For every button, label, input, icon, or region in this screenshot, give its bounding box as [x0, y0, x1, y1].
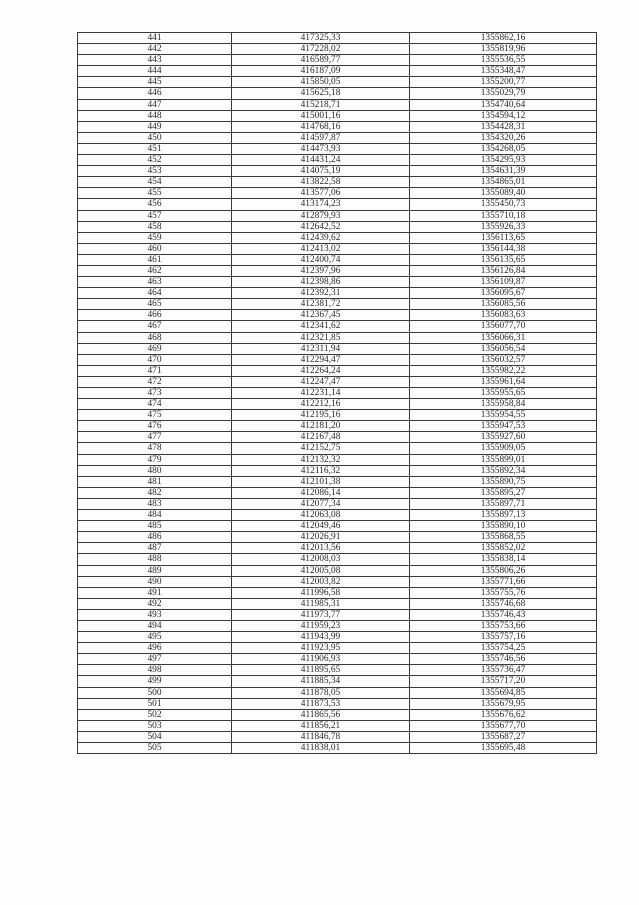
table-row	[78, 543, 597, 554]
table-row	[78, 521, 597, 532]
point-number-cell: 505	[78, 743, 232, 754]
y-coordinate-cell: 1355862,16	[410, 33, 597, 44]
y-coordinate-cell: 1356032,57	[410, 354, 597, 365]
table-row	[78, 598, 597, 609]
table-row	[78, 487, 597, 498]
y-coordinate-cell: 1355694,85	[410, 687, 597, 698]
x-coordinate-cell: 412013,56	[232, 543, 410, 554]
y-coordinate-cell: 1354268,05	[410, 143, 597, 154]
y-coordinate-cell: 1354320,26	[410, 132, 597, 143]
table-row	[78, 498, 597, 509]
point-number-cell: 444	[78, 66, 232, 77]
point-number-cell: 467	[78, 321, 232, 332]
y-coordinate-cell: 1355746,56	[410, 654, 597, 665]
y-coordinate-cell: 1356083,63	[410, 310, 597, 321]
y-coordinate-cell: 1355895,27	[410, 487, 597, 498]
table-row	[78, 44, 597, 55]
y-coordinate-cell: 1355676,62	[410, 709, 597, 720]
table-row	[78, 66, 597, 77]
table-row	[78, 299, 597, 310]
y-coordinate-cell: 1355687,27	[410, 731, 597, 742]
x-coordinate-cell: 412132,32	[232, 454, 410, 465]
y-coordinate-cell: 1355746,43	[410, 609, 597, 620]
table-row	[78, 132, 597, 143]
x-coordinate-cell: 412003,82	[232, 576, 410, 587]
y-coordinate-cell: 1354428,31	[410, 121, 597, 132]
table-row	[78, 576, 597, 587]
x-coordinate-cell: 412367,45	[232, 310, 410, 321]
point-number-cell: 481	[78, 476, 232, 487]
point-number-cell: 475	[78, 410, 232, 421]
point-number-cell: 488	[78, 554, 232, 565]
point-number-cell: 501	[78, 698, 232, 709]
y-coordinate-cell: 1355892,34	[410, 465, 597, 476]
x-coordinate-cell: 413577,06	[232, 188, 410, 199]
y-coordinate-cell: 1356077,70	[410, 321, 597, 332]
table-row	[78, 155, 597, 166]
table-row	[78, 33, 597, 44]
point-number-cell: 468	[78, 332, 232, 343]
y-coordinate-cell: 1356085,56	[410, 299, 597, 310]
point-number-cell: 496	[78, 643, 232, 654]
point-number-cell: 466	[78, 310, 232, 321]
x-coordinate-cell: 412413,02	[232, 243, 410, 254]
point-number-cell: 443	[78, 55, 232, 66]
table-row	[78, 210, 597, 221]
table-row	[78, 587, 597, 598]
point-number-cell: 498	[78, 665, 232, 676]
table-row	[78, 510, 597, 521]
point-number-cell: 499	[78, 676, 232, 687]
y-coordinate-cell: 1356126,84	[410, 265, 597, 276]
point-number-cell: 451	[78, 143, 232, 154]
point-number-cell: 450	[78, 132, 232, 143]
x-coordinate-cell: 411856,21	[232, 720, 410, 731]
point-number-cell: 482	[78, 487, 232, 498]
x-coordinate-cell: 412026,91	[232, 532, 410, 543]
table-row	[78, 110, 597, 121]
y-coordinate-cell: 1355955,65	[410, 388, 597, 399]
y-coordinate-cell: 1355753,66	[410, 620, 597, 631]
table-row	[78, 720, 597, 731]
point-number-cell: 476	[78, 421, 232, 432]
y-coordinate-cell: 1355897,71	[410, 498, 597, 509]
table-row	[78, 288, 597, 299]
table-row	[78, 687, 597, 698]
x-coordinate-cell: 411959,23	[232, 620, 410, 631]
y-coordinate-cell: 1355450,73	[410, 199, 597, 210]
x-coordinate-cell: 412008,03	[232, 554, 410, 565]
x-coordinate-cell: 416589,77	[232, 55, 410, 66]
point-number-cell: 454	[78, 177, 232, 188]
point-number-cell: 458	[78, 221, 232, 232]
y-coordinate-cell: 1355771,66	[410, 576, 597, 587]
point-number-cell: 473	[78, 388, 232, 399]
y-coordinate-cell: 1355677,70	[410, 720, 597, 731]
y-coordinate-cell: 1355838,14	[410, 554, 597, 565]
y-coordinate-cell: 1355890,75	[410, 476, 597, 487]
x-coordinate-cell: 412294,47	[232, 354, 410, 365]
y-coordinate-cell: 1355954,55	[410, 410, 597, 421]
x-coordinate-cell: 412879,93	[232, 210, 410, 221]
table-row	[78, 232, 597, 243]
x-coordinate-cell: 411973,77	[232, 609, 410, 620]
point-number-cell: 485	[78, 521, 232, 532]
point-number-cell: 463	[78, 277, 232, 288]
table-row	[78, 310, 597, 321]
y-coordinate-cell: 1355819,96	[410, 44, 597, 55]
table-row	[78, 254, 597, 265]
y-coordinate-cell: 1355909,05	[410, 443, 597, 454]
y-coordinate-cell: 1355926,33	[410, 221, 597, 232]
point-number-cell: 489	[78, 565, 232, 576]
y-coordinate-cell: 1355806,26	[410, 565, 597, 576]
y-coordinate-cell: 1355890,10	[410, 521, 597, 532]
y-coordinate-cell: 1355982,22	[410, 365, 597, 376]
y-coordinate-cell: 1355899,01	[410, 454, 597, 465]
y-coordinate-cell: 1356113,65	[410, 232, 597, 243]
x-coordinate-cell: 411838,01	[232, 743, 410, 754]
point-number-cell: 452	[78, 155, 232, 166]
x-coordinate-cell: 412077,34	[232, 498, 410, 509]
y-coordinate-cell: 1355961,64	[410, 376, 597, 387]
x-coordinate-cell: 412195,16	[232, 410, 410, 421]
point-number-cell: 495	[78, 632, 232, 643]
x-coordinate-cell: 414473,93	[232, 143, 410, 154]
table-row	[78, 321, 597, 332]
y-coordinate-cell: 1355757,16	[410, 632, 597, 643]
point-number-cell: 491	[78, 587, 232, 598]
table-row	[78, 465, 597, 476]
table-row	[78, 743, 597, 754]
coordinate-table	[77, 32, 597, 754]
x-coordinate-cell: 415850,05	[232, 77, 410, 88]
x-coordinate-cell: 412398,86	[232, 277, 410, 288]
y-coordinate-cell: 1354865,01	[410, 177, 597, 188]
table-row	[78, 177, 597, 188]
point-number-cell: 503	[78, 720, 232, 731]
point-number-cell: 472	[78, 376, 232, 387]
y-coordinate-cell: 1354594,12	[410, 110, 597, 121]
table-row	[78, 709, 597, 720]
y-coordinate-cell: 1355958,84	[410, 399, 597, 410]
point-number-cell: 500	[78, 687, 232, 698]
table-row	[78, 166, 597, 177]
x-coordinate-cell: 411996,58	[232, 587, 410, 598]
x-coordinate-cell: 412381,72	[232, 299, 410, 310]
point-number-cell: 504	[78, 731, 232, 742]
x-coordinate-cell: 412231,14	[232, 388, 410, 399]
table-row	[78, 643, 597, 654]
x-coordinate-cell: 415625,18	[232, 88, 410, 99]
point-number-cell: 493	[78, 609, 232, 620]
point-number-cell: 471	[78, 365, 232, 376]
table-row	[78, 554, 597, 565]
coordinate-table-body	[78, 33, 597, 754]
point-number-cell: 465	[78, 299, 232, 310]
y-coordinate-cell: 1355695,48	[410, 743, 597, 754]
y-coordinate-cell: 1356144,38	[410, 243, 597, 254]
point-number-cell: 478	[78, 443, 232, 454]
point-number-cell: 457	[78, 210, 232, 221]
x-coordinate-cell: 411865,56	[232, 709, 410, 720]
x-coordinate-cell: 412116,32	[232, 465, 410, 476]
x-coordinate-cell: 412063,08	[232, 510, 410, 521]
table-row	[78, 77, 597, 88]
y-coordinate-cell: 1354295,93	[410, 155, 597, 166]
point-number-cell: 470	[78, 354, 232, 365]
table-row	[78, 277, 597, 288]
table-row	[78, 121, 597, 132]
y-coordinate-cell: 1356095,67	[410, 288, 597, 299]
x-coordinate-cell: 417228,02	[232, 44, 410, 55]
x-coordinate-cell: 414431,24	[232, 155, 410, 166]
table-row	[78, 365, 597, 376]
x-coordinate-cell: 412247,47	[232, 376, 410, 387]
x-coordinate-cell: 412167,48	[232, 432, 410, 443]
table-row	[78, 188, 597, 199]
y-coordinate-cell: 1355947,53	[410, 421, 597, 432]
table-row	[78, 731, 597, 742]
point-number-cell: 477	[78, 432, 232, 443]
x-coordinate-cell: 411895,65	[232, 665, 410, 676]
x-coordinate-cell: 412086,14	[232, 487, 410, 498]
y-coordinate-cell: 1356109,87	[410, 277, 597, 288]
point-number-cell: 441	[78, 33, 232, 44]
point-number-cell: 447	[78, 99, 232, 110]
y-coordinate-cell: 1354631,39	[410, 166, 597, 177]
x-coordinate-cell: 414075,19	[232, 166, 410, 177]
point-number-cell: 484	[78, 510, 232, 521]
x-coordinate-cell: 416187,09	[232, 66, 410, 77]
table-row	[78, 609, 597, 620]
x-coordinate-cell: 411985,31	[232, 598, 410, 609]
table-row	[78, 55, 597, 66]
table-row	[78, 620, 597, 631]
x-coordinate-cell: 412005,08	[232, 565, 410, 576]
x-coordinate-cell: 411873,53	[232, 698, 410, 709]
x-coordinate-cell: 411846,78	[232, 731, 410, 742]
x-coordinate-cell: 412152,75	[232, 443, 410, 454]
x-coordinate-cell: 412341,62	[232, 321, 410, 332]
table-row	[78, 676, 597, 687]
point-number-cell: 480	[78, 465, 232, 476]
y-coordinate-cell: 1355029,79	[410, 88, 597, 99]
table-row	[78, 532, 597, 543]
point-number-cell: 449	[78, 121, 232, 132]
table-row	[78, 221, 597, 232]
table-row	[78, 199, 597, 210]
x-coordinate-cell: 414768,16	[232, 121, 410, 132]
point-number-cell: 446	[78, 88, 232, 99]
table-row	[78, 376, 597, 387]
point-number-cell: 490	[78, 576, 232, 587]
point-number-cell: 456	[78, 199, 232, 210]
y-coordinate-cell: 1356135,65	[410, 254, 597, 265]
table-row	[78, 421, 597, 432]
table-row	[78, 354, 597, 365]
y-coordinate-cell: 1355852,02	[410, 543, 597, 554]
x-coordinate-cell: 412212,16	[232, 399, 410, 410]
point-number-cell: 474	[78, 399, 232, 410]
y-coordinate-cell: 1355200,77	[410, 77, 597, 88]
point-number-cell: 442	[78, 44, 232, 55]
table-row	[78, 99, 597, 110]
x-coordinate-cell: 412397,96	[232, 265, 410, 276]
table-row	[78, 243, 597, 254]
y-coordinate-cell: 1355897,13	[410, 510, 597, 521]
y-coordinate-cell: 1355754,25	[410, 643, 597, 654]
y-coordinate-cell: 1354740,64	[410, 99, 597, 110]
point-number-cell: 492	[78, 598, 232, 609]
x-coordinate-cell: 411923,95	[232, 643, 410, 654]
x-coordinate-cell: 417325,33	[232, 33, 410, 44]
y-coordinate-cell: 1355710,18	[410, 210, 597, 221]
x-coordinate-cell: 412264,24	[232, 365, 410, 376]
point-number-cell: 497	[78, 654, 232, 665]
y-coordinate-cell: 1356066,31	[410, 332, 597, 343]
x-coordinate-cell: 415218,71	[232, 99, 410, 110]
point-number-cell: 469	[78, 343, 232, 354]
table-row	[78, 443, 597, 454]
point-number-cell: 487	[78, 543, 232, 554]
x-coordinate-cell: 412101,38	[232, 476, 410, 487]
point-number-cell: 464	[78, 288, 232, 299]
y-coordinate-cell: 1355089,40	[410, 188, 597, 199]
x-coordinate-cell: 411878,05	[232, 687, 410, 698]
x-coordinate-cell: 414597,87	[232, 132, 410, 143]
point-number-cell: 479	[78, 454, 232, 465]
x-coordinate-cell: 412181,20	[232, 421, 410, 432]
table-row	[78, 454, 597, 465]
x-coordinate-cell: 411885,34	[232, 676, 410, 687]
point-number-cell: 462	[78, 265, 232, 276]
point-number-cell: 502	[78, 709, 232, 720]
y-coordinate-cell: 1355755,76	[410, 587, 597, 598]
x-coordinate-cell: 412311,94	[232, 343, 410, 354]
table-row	[78, 476, 597, 487]
y-coordinate-cell: 1355746,68	[410, 598, 597, 609]
table-row	[78, 399, 597, 410]
table-row	[78, 388, 597, 399]
x-coordinate-cell: 411906,93	[232, 654, 410, 665]
point-number-cell: 448	[78, 110, 232, 121]
table-row	[78, 565, 597, 576]
y-coordinate-cell: 1355736,47	[410, 665, 597, 676]
y-coordinate-cell: 1356056,54	[410, 343, 597, 354]
table-row	[78, 143, 597, 154]
table-row	[78, 265, 597, 276]
point-number-cell: 455	[78, 188, 232, 199]
point-number-cell: 459	[78, 232, 232, 243]
y-coordinate-cell: 1355348,47	[410, 66, 597, 77]
x-coordinate-cell: 412321,85	[232, 332, 410, 343]
x-coordinate-cell: 411943,99	[232, 632, 410, 643]
y-coordinate-cell: 1355868,55	[410, 532, 597, 543]
x-coordinate-cell: 413822,58	[232, 177, 410, 188]
x-coordinate-cell: 412400,74	[232, 254, 410, 265]
y-coordinate-cell: 1355927,60	[410, 432, 597, 443]
y-coordinate-cell: 1355536,55	[410, 55, 597, 66]
table-row	[78, 654, 597, 665]
y-coordinate-cell: 1355679,95	[410, 698, 597, 709]
x-coordinate-cell: 412642,52	[232, 221, 410, 232]
y-coordinate-cell: 1355717,20	[410, 676, 597, 687]
x-coordinate-cell: 412049,46	[232, 521, 410, 532]
point-number-cell: 494	[78, 620, 232, 631]
point-number-cell: 460	[78, 243, 232, 254]
table-row	[78, 88, 597, 99]
table-row	[78, 432, 597, 443]
x-coordinate-cell: 412392,31	[232, 288, 410, 299]
x-coordinate-cell: 413174,23	[232, 199, 410, 210]
point-number-cell: 483	[78, 498, 232, 509]
table-row	[78, 632, 597, 643]
point-number-cell: 453	[78, 166, 232, 177]
table-row	[78, 332, 597, 343]
point-number-cell: 461	[78, 254, 232, 265]
table-row	[78, 410, 597, 421]
table-row	[78, 665, 597, 676]
x-coordinate-cell: 412439,62	[232, 232, 410, 243]
point-number-cell: 486	[78, 532, 232, 543]
table-row	[78, 698, 597, 709]
table-row	[78, 343, 597, 354]
point-number-cell: 445	[78, 77, 232, 88]
x-coordinate-cell: 415001,16	[232, 110, 410, 121]
